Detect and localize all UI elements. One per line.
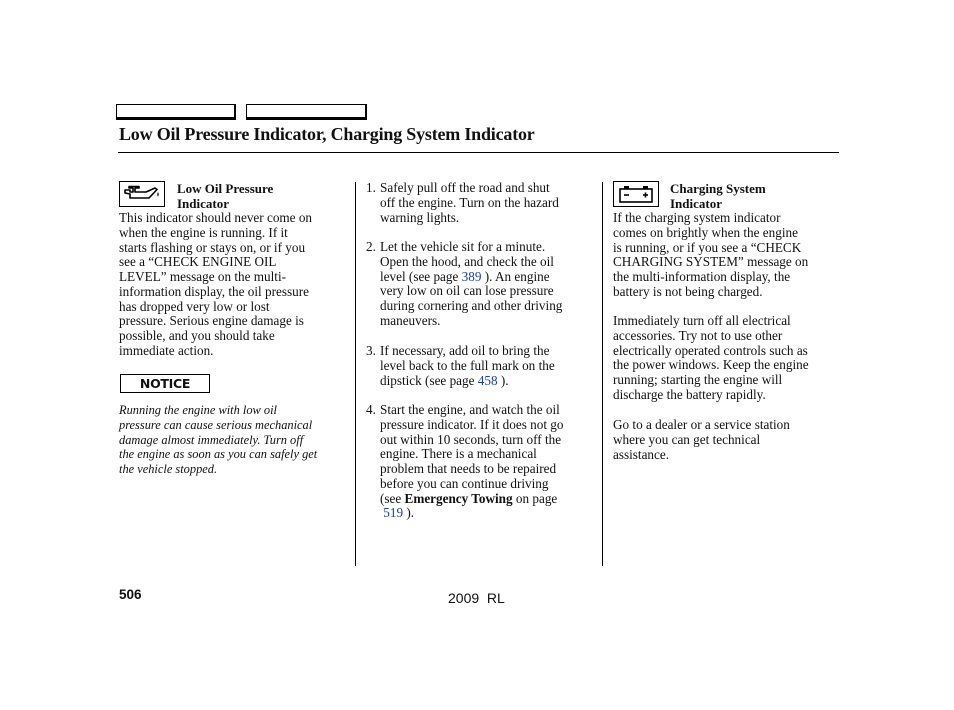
- body-line: Immediately turn off all electrical: [613, 313, 791, 328]
- body-line: pressure. Serious engine damage is: [119, 313, 304, 329]
- step-line-suffix: ).: [497, 372, 509, 388]
- body-line: when the engine is running. If it: [119, 224, 288, 240]
- notice-text: [119, 403, 351, 477]
- step-line: Start the engine, and watch the oil: [380, 402, 560, 417]
- step-line: engine. There is a mechanical: [380, 446, 537, 462]
- step-line: level back to the full mark on the: [380, 357, 555, 373]
- step-line: during cornering and other driving: [380, 298, 563, 313]
- body-line: has dropped very low or lost: [119, 298, 270, 314]
- step-line-prefix: (see: [380, 490, 405, 506]
- body-line: see a “CHECK ENGINE OIL: [119, 254, 277, 270]
- step-line: Let the vehicle sit for a minute.: [380, 239, 546, 254]
- step-line: warning lights.: [380, 209, 460, 225]
- step-line: very low on oil can lose pressure: [380, 283, 554, 299]
- body-line: If the charging system indicator: [613, 210, 781, 225]
- oil-section-body: [119, 211, 351, 359]
- step-line: off the engine. Turn on the hazard: [380, 194, 559, 210]
- charging-paragraph-3: [613, 418, 843, 462]
- notice-line: the vehicle stopped.: [119, 462, 218, 476]
- body-line: assistance.: [613, 446, 670, 462]
- step-4: [366, 403, 598, 521]
- step-line: before you can continue driving: [380, 475, 549, 491]
- body-line: starts flashing or stays on, or if you: [119, 239, 306, 255]
- body-line: CHARGING SYSTEM” message on: [613, 254, 809, 270]
- step-1: [366, 181, 598, 225]
- step-line: pressure indicator. If it does not go: [380, 416, 564, 432]
- page-link-519[interactable]: 519: [383, 505, 404, 521]
- body-line: is running, or if you see a “CHECK: [613, 239, 802, 255]
- notice-line: pressure can cause serious mechanical: [119, 417, 313, 432]
- column-divider-1: [355, 182, 356, 566]
- body-line: where you can get technical: [613, 431, 761, 447]
- body-line: the multi-information display, the: [613, 269, 791, 284]
- step-line-suffix: ). An engine: [481, 268, 550, 284]
- step-line-suffix: on page: [512, 490, 558, 506]
- notice-label: NOTICE: [120, 374, 210, 393]
- step-line-suffix: ).: [403, 505, 415, 521]
- battery-icon: [613, 181, 659, 207]
- body-line: immediate action.: [119, 342, 214, 358]
- step-line: maneuvers.: [380, 312, 441, 328]
- emergency-towing-reference: Emergency Towing: [404, 490, 513, 506]
- body-line: This indicator should never come on: [119, 210, 313, 225]
- step-line: out within 10 seconds, turn off the: [380, 431, 562, 447]
- step-3: [366, 344, 598, 388]
- charging-title-line-1: Charging System: [670, 181, 766, 196]
- body-line: possible, and you should take: [119, 328, 275, 343]
- step-line-prefix: level (see page: [380, 268, 462, 284]
- body-line: information display, the oil pressure: [119, 283, 309, 299]
- page-link-458[interactable]: 458: [477, 372, 498, 388]
- oil-section-title: [177, 181, 273, 211]
- body-line: Go to a dealer or a service station: [613, 417, 790, 432]
- body-line: accessories. Try not to use other: [613, 327, 783, 343]
- body-line: LEVEL” message on the multi-: [119, 269, 286, 284]
- title-divider: [118, 152, 839, 153]
- step-number: 4.: [366, 402, 376, 417]
- step-line: Safely pull off the road and shut: [380, 180, 550, 195]
- charging-title-line-2: Indicator: [670, 196, 722, 211]
- step-number: 1.: [366, 180, 376, 195]
- page-link-389[interactable]: 389: [461, 268, 482, 284]
- column-divider-2: [602, 182, 603, 566]
- notice-line: Running the engine with low oil: [119, 403, 277, 417]
- step-number: 2.: [366, 239, 376, 254]
- oil-title-line-2: Indicator: [177, 196, 229, 211]
- step-number: 3.: [366, 343, 376, 358]
- body-line: the power windows. Keep the engine: [613, 357, 809, 373]
- step-line: problem that needs to be repaired: [380, 461, 557, 476]
- charging-paragraph-1: [613, 211, 843, 300]
- page-title: Low Oil Pressure Indicator, Charging System Indicator: [119, 124, 535, 144]
- charging-section-title: [670, 181, 766, 211]
- body-line: electrically operated controls such as: [613, 342, 808, 358]
- body-line: comes on brightly when the engine: [613, 224, 798, 240]
- page-number: 506: [119, 587, 142, 602]
- body-line: running; starting the engine will: [613, 372, 783, 387]
- nav-button-next[interactable]: [246, 104, 367, 120]
- nav-button-previous[interactable]: [116, 104, 236, 120]
- step-2: [366, 240, 598, 329]
- oil-can-icon: [119, 181, 165, 207]
- footer-model: 2009 RL: [448, 590, 505, 606]
- oil-title-line-1: Low Oil Pressure: [177, 181, 274, 196]
- body-line: discharge the battery rapidly.: [613, 386, 766, 402]
- body-line: battery is not being charged.: [613, 283, 763, 299]
- notice-line: damage almost immediately. Turn off: [119, 432, 304, 447]
- charging-paragraph-2: [613, 314, 843, 403]
- step-line: If necessary, add oil to bring the: [380, 343, 550, 358]
- step-line: Open the hood, and check the oil: [380, 253, 554, 269]
- step-line-prefix: dipstick (see page: [380, 372, 478, 388]
- notice-line: the engine as soon as you can safely get: [119, 447, 318, 462]
